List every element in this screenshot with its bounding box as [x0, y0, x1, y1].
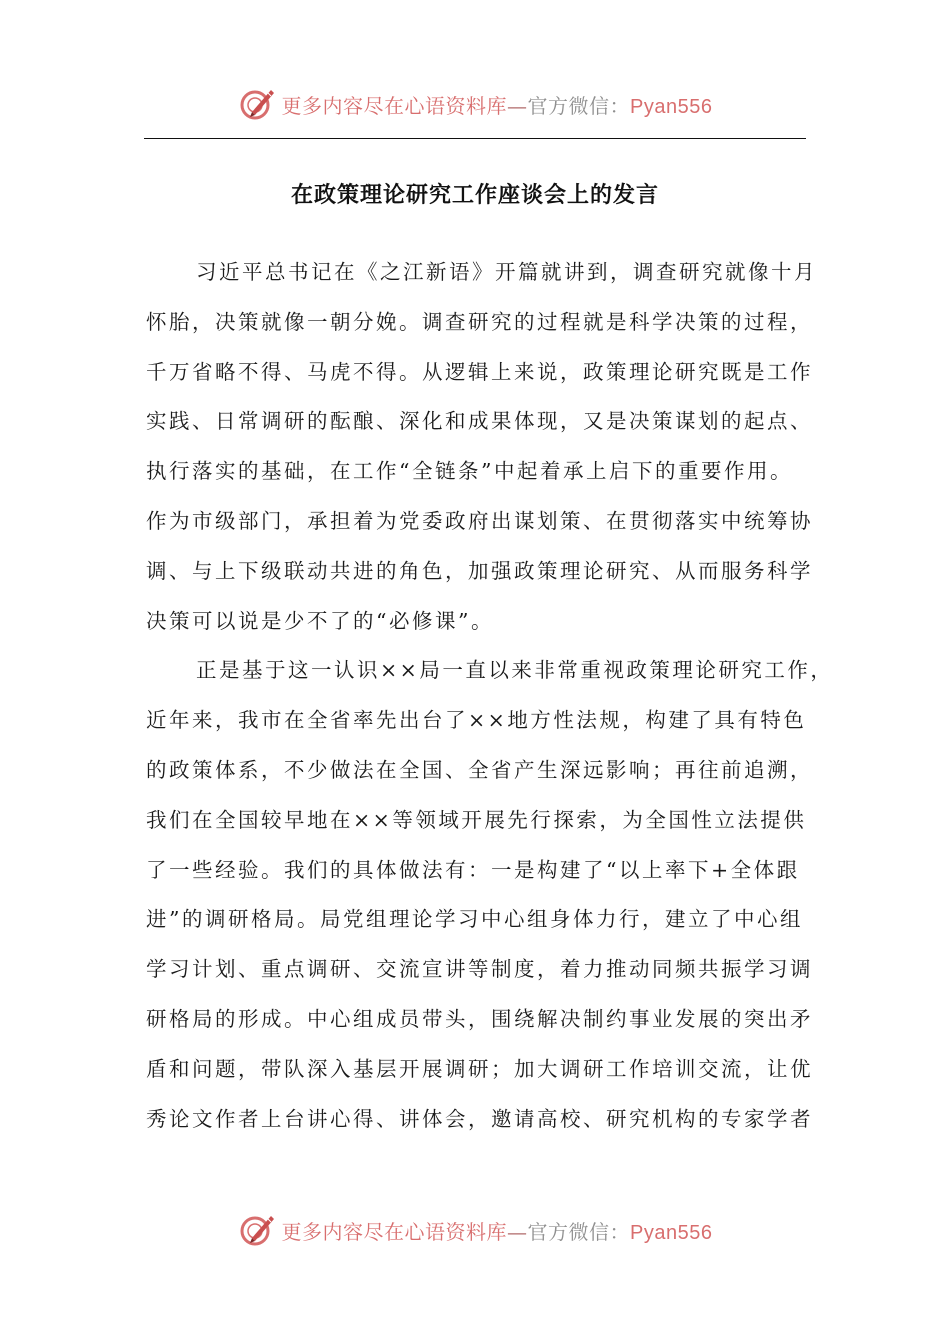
banner-text [282, 1216, 713, 1245]
text-line: 正是基于这一认识××局一直以来非常重视政策理论研究工作， [196, 658, 834, 683]
text-line: 作为市级部门，承担着为党委政府出谋划策、在贯彻落实中统筹协 [146, 508, 813, 533]
paragraph-1 [146, 248, 817, 646]
text-line: 实践、日常调研的酝酿、深化和成果体现，又是决策谋划的起点、 [146, 409, 813, 434]
text-line: 研格局的形成。中心组成员带头，围绕解决制约事业发展的突出矛 [146, 1006, 813, 1031]
text-line: 近年来，我市在全省率先出台了××地方性法规，构建了具有特色 [146, 708, 807, 733]
text-line: 了一些经验。我们的具体做法有：一是构建了“以上率下+全体跟 [146, 857, 800, 882]
header-divider [144, 138, 806, 139]
document-body [146, 248, 834, 1144]
banner-text [282, 90, 713, 119]
banner-official-label: 官方微信： [527, 1219, 631, 1244]
banner-official-label: 官方微信： [527, 93, 631, 118]
text-line: 千万省略不得、马虎不得。从逻辑上来说，政策理论研究既是工作 [146, 359, 813, 384]
text-line: 决策可以说是少不了的“必修课”。 [146, 608, 494, 633]
text-line: 进”的调研格局。局党组理论学习中心组身体力行，建立了中心组 [146, 907, 803, 932]
banner-separator: — [507, 93, 528, 118]
text-line: 调、与上下级联动共进的角色，加强政策理论研究、从而服务科学 [146, 558, 813, 583]
paragraph-2 [146, 646, 834, 1144]
text-line: 的政策体系，不少做法在全国、全省产生深远影响；再往前追溯， [146, 757, 813, 782]
banner-wechat-id: Pyan556 [630, 95, 713, 118]
text-line: 执行落实的基础，在工作“全链条”中起着承上启下的重要作用。 [146, 459, 793, 484]
banner-site-text: 更多内容尽在心语资料库 [281, 1219, 508, 1244]
banner-separator: — [507, 1219, 528, 1244]
text-line: 习近平总书记在《之江新语》开篇就讲到，调查研究就像十月 [196, 260, 817, 284]
pen-logo-icon [238, 84, 278, 124]
text-line: 学习计划、重点调研、交流宣讲等制度，着力推动同频共振学习调 [146, 957, 813, 982]
footer-banner [0, 1208, 950, 1252]
header-banner [0, 82, 950, 126]
pen-logo-icon [238, 1210, 278, 1250]
text-line: 盾和问题，带队深入基层开展调研；加大调研工作培训交流，让优 [146, 1056, 813, 1081]
banner-wechat-id: Pyan556 [630, 1221, 713, 1244]
document-title: 在政策理论研究工作座谈会上的发言 [290, 183, 659, 208]
text-line: 怀胎，决策就像一朝分娩。调查研究的过程就是科学决策的过程， [146, 309, 813, 334]
text-line: 我们在全国较早地在××等领域开展先行探索，为全国性立法提供 [146, 807, 807, 832]
banner-site-text: 更多内容尽在心语资料库 [281, 93, 508, 118]
text-line: 秀论文作者上台讲心得、讲体会，邀请高校、研究机构的专家学者 [146, 1106, 813, 1131]
